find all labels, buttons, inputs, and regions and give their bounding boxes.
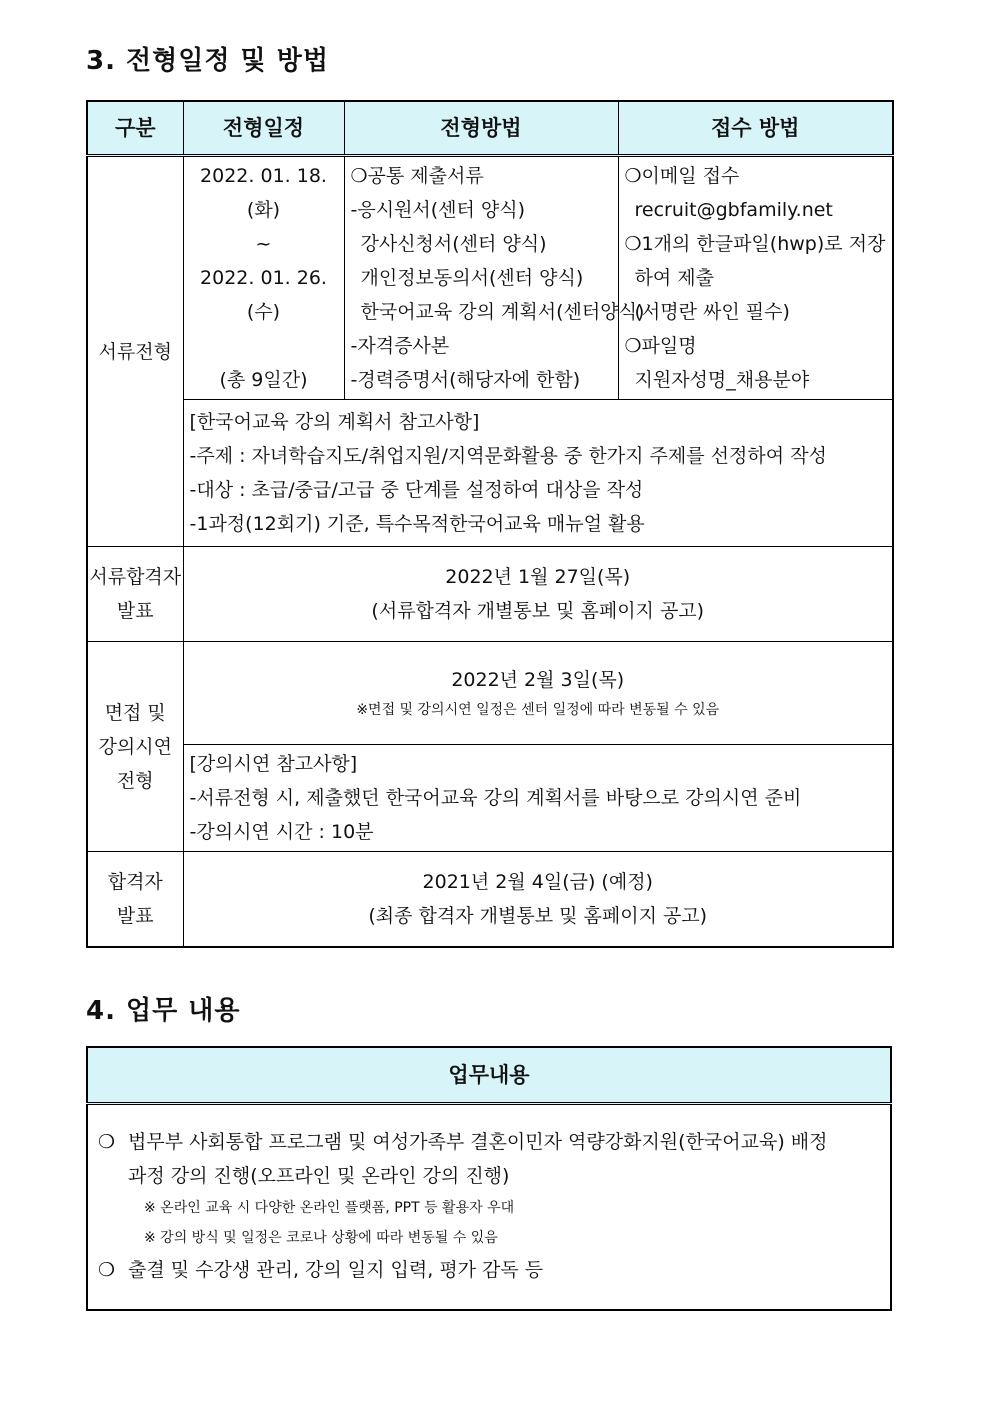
label-line: 발표 (116, 905, 154, 927)
reception-line: ❍파일명 (624, 335, 697, 357)
reception-line: ❍이메일 접수 (624, 165, 740, 187)
reception-line: (서명란 싸인 필수) (634, 301, 790, 323)
schedule-start: 2022. 01. 18.(화) (200, 165, 327, 221)
reception-line: 하여 제출 (634, 267, 714, 289)
method-line: 강사신청서(센터 양식) (360, 233, 547, 255)
method-line: -경력증명서(해당자에 한함) (350, 369, 581, 391)
demo-note-line: -서류전형 시, 제출했던 한국어교육 강의 계획서를 바탕으로 강의시연 준비 (189, 787, 802, 809)
table-row (87, 745, 893, 852)
duty-text: 출결 및 수강생 관리, 강의 일지 입력, 평가 감독 등 (128, 1259, 544, 1281)
plan-note-line: -대상 : 초급/중급/고급 중 단계를 설정하여 대상을 작성 (189, 479, 644, 501)
label-line: 전형 (116, 769, 154, 792)
header-category: 구분 (87, 101, 183, 156)
section-4-title: 4. 업무 내용 (86, 996, 241, 1026)
plan-note-line: -1과정(12회기) 기준, 특수목적한국어교육 매뉴얼 활용 (189, 513, 645, 535)
doc-pass-note: (서류합격자 개별통보 및 홈페이지 공고) (371, 600, 705, 622)
reception-line: 지원자성명_채용분야 (634, 369, 810, 391)
table-header-row (87, 1047, 891, 1104)
demo-notes (183, 745, 893, 852)
label-line: 서류합격자 (89, 566, 182, 588)
doc-pass-date: 2022년 1월 27일(목) (445, 566, 631, 588)
list-item (98, 1253, 880, 1287)
table-header-row (87, 101, 893, 156)
table-row (87, 852, 893, 948)
section-3-title: 3. 전형일정 및 방법 (86, 46, 329, 76)
duties-body (87, 1104, 891, 1311)
reception-email: recruit@gbfamily.net (634, 199, 833, 221)
table-row (87, 156, 893, 400)
table-row (87, 1104, 891, 1311)
table-row (87, 400, 893, 547)
interview-label (87, 642, 183, 852)
document-screening-label: 서류전형 (87, 156, 183, 547)
plan-note-line: -주제 : 자녀학습지도/취업지원/지역문화활용 중 한가지 주제를 선정하여 작성 (189, 445, 827, 467)
table-row (87, 642, 893, 745)
duty-line: 법무부 사회통합 프로그램 및 여성가족부 결혼이민자 역량강화지원(한국어교육) 배정 (128, 1131, 828, 1153)
duty-note: ※ 강의 방식 및 일정은 코로나 상황에 따라 변동될 수 있음 (144, 1230, 498, 1246)
plan-note-line: [한국어교육 강의 계획서 참고사항] (189, 411, 480, 433)
label-line: 강의시연 (98, 735, 172, 758)
duty-text (128, 1125, 828, 1193)
demo-note-line: -강의시연 시간 : 10분 (189, 821, 374, 843)
label-line: 합격자 (107, 871, 163, 893)
label-line: 면접 및 (104, 701, 166, 724)
interview-date: 2022년 2월 3일(목) (451, 669, 625, 691)
header-reception: 접수 방법 (618, 101, 893, 156)
table-row (87, 547, 893, 642)
duties-table (86, 1046, 892, 1311)
schedule-table (86, 100, 894, 948)
bullet-icon: ❍ (98, 1259, 116, 1281)
document-screening-schedule (183, 156, 344, 400)
document-screening-reception (618, 156, 893, 400)
final-pass-date: 2021년 2월 4일(금) (예정) (422, 871, 653, 893)
list-item (98, 1125, 880, 1193)
interview-info (183, 642, 893, 745)
demo-note-line: [강의시연 참고사항] (189, 753, 358, 775)
doc-pass-label (87, 547, 183, 642)
document-screening-method (344, 156, 645, 400)
method-line: -응시원서(센터 양식) (350, 199, 526, 221)
label-line: 발표 (116, 600, 154, 622)
method-line: 개인정보동의서(센터 양식) (360, 267, 584, 289)
final-pass-label (87, 852, 183, 948)
doc-pass-info (183, 547, 893, 642)
method-line: 한국어교육 강의 계획서(센터양식) (360, 301, 645, 323)
plan-notes (183, 400, 893, 547)
method-line: ❍공통 제출서류 (350, 165, 484, 187)
final-pass-info (183, 852, 893, 948)
schedule-end: 2022. 01. 26.(수) (200, 267, 327, 323)
interview-note: ※면접 및 강의시연 일정은 센터 일정에 따라 변동될 수 있음 (356, 702, 720, 718)
reception-line: ❍1개의 한글파일(hwp)로 저장 (624, 233, 886, 255)
duty-note: ※ 온라인 교육 시 다양한 온라인 플랫폼, PPT 등 활용자 우대 (144, 1200, 515, 1216)
schedule-tilde: ~ (255, 233, 272, 255)
header-method: 전형방법 (344, 101, 618, 156)
duty-line: 과정 강의 진행(오프라인 및 온라인 강의 진행) (128, 1165, 510, 1187)
header-duties: 업무내용 (87, 1047, 891, 1104)
final-pass-note: (최종 합격자 개별통보 및 홈페이지 공고) (368, 905, 708, 927)
schedule-duration: (총 9일간) (219, 369, 308, 391)
method-line: -자격증사본 (350, 335, 450, 357)
bullet-icon: ❍ (98, 1131, 116, 1153)
header-schedule: 전형일정 (183, 101, 344, 156)
